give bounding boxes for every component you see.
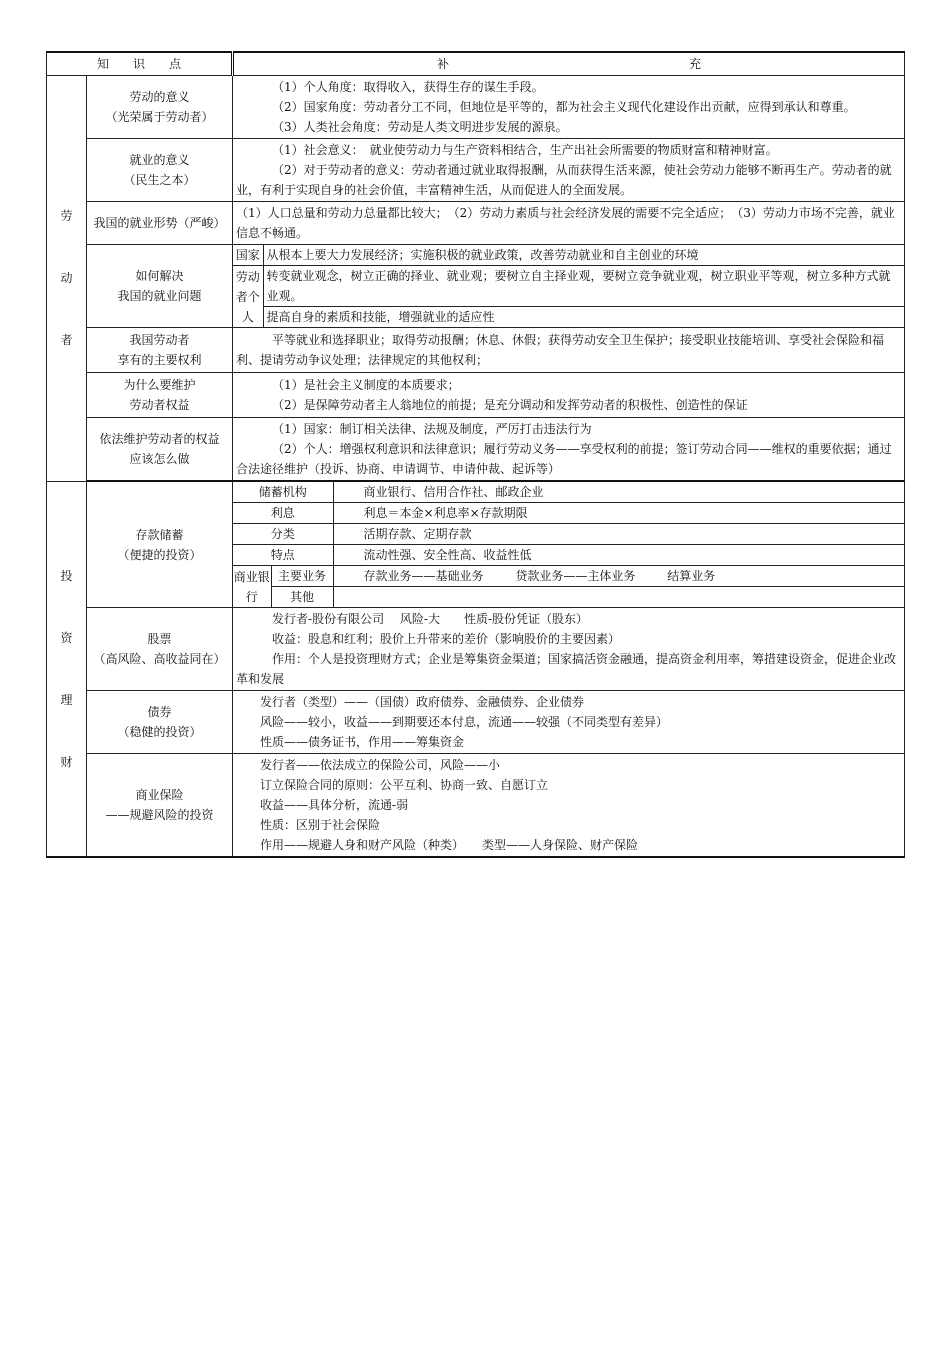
topic-employment-meaning: 就业的意义 （民生之本） (87, 139, 233, 202)
category-labor: 劳 动 者 (47, 76, 87, 482)
solve-worker-text: 转变就业观念，树立正确的择业、就业观；要树立自主择业观，要树立竞争就业观，树立职业平等观，树立多种方式就业观。 (263, 266, 904, 307)
content-how-protect: （1）国家：制订相关法律、法规及制度，严厉打击违法行为 （2）个人：增强权利意识和法律意识；履行劳动义务——享受权利的前提；签订劳动合同——维权的重要依据；通过合法途径维护（投诉、协商、申请调节、申请仲裁、起诉等） (233, 418, 905, 482)
row-worker-rights (47, 328, 905, 373)
content-insurance: 发行者——依法成立的保险公司，风险——小 订立保险合同的原则：公平互利、协商一致、自愿订立 收益——具体分析，流通-弱 性质：区别于社会保险 作用——规避人身和财产风险（种类） 类型——人身保险、财产保险 (233, 754, 905, 858)
knowledge-table (46, 51, 904, 858)
row-savings (47, 481, 905, 608)
who-worker: 劳动者个人 (233, 266, 263, 328)
content-employment-situation: （1）人口总量和劳动力总量都比较大； （2）劳动力素质与社会经济发展的需要不完全适应； （3）劳动力市场不完善，就业信息不畅通。 (233, 202, 905, 245)
bank-label: 商业银行 (233, 566, 271, 608)
row-employment-meaning (47, 139, 905, 202)
content-savings (233, 481, 905, 608)
topic-employment-situation: 我国的就业形势（严峻） (87, 202, 233, 245)
row-employment-situation (47, 202, 905, 245)
bank-business: 存款业务——基础业务 贷款业务——主体业务 结算业务 (333, 566, 904, 587)
solve-skill-text: 提高自身的素质和技能，增强就业的适应性 (263, 307, 904, 328)
header-supplement: 补 充 (233, 52, 905, 76)
content-worker-rights: 平等就业和选择职业；取得劳动报酬；休息、休假；获得劳动安全卫生保护；接受职业技能培训、享受社会保险和福利、提请劳动争议处理；法律规定的其他权利； (233, 328, 905, 373)
bank-key: 其他 (271, 587, 333, 608)
savings-value: 利息＝本金×利息率×存款期限 (333, 503, 904, 524)
header-knowledge-point: 知 识 点 (47, 52, 233, 76)
who-state: 国家 (233, 245, 263, 266)
topic-labor-meaning: 劳动的意义 （光荣属于劳动者） (87, 76, 233, 139)
topic-how-protect: 依法维护劳动者的权益 应该怎么做 (87, 418, 233, 482)
row-solve-employment (47, 245, 905, 328)
topic-why-protect: 为什么要维护 劳动者权益 (87, 373, 233, 418)
row-bond (47, 691, 905, 754)
content-bond: 发行者（类型）——（国债）政府债券、金融债券、企业债券 风险——较小，收益——到期要还本付息，流通——较强（不同类型有差异） 性质——债务证书，作用——筹集资金 (233, 691, 905, 754)
bank-key: 主要业务 (271, 566, 333, 587)
savings-key: 利息 (233, 503, 333, 524)
topic-bond: 债券 （稳健的投资） (87, 691, 233, 754)
savings-key: 特点 (233, 545, 333, 566)
topic-worker-rights: 我国劳动者 享有的主要权利 (87, 328, 233, 373)
header-row (47, 52, 905, 76)
row-stock (47, 608, 905, 691)
bank-other (333, 587, 904, 608)
savings-key: 储蓄机构 (233, 482, 333, 503)
content-employment-meaning: （1）社会意义： 就业使劳动力与生产资料相结合，生产出社会所需要的物质财富和精神财富。 （2）对于劳动者的意义：劳动者通过就业取得报酬，从而获得生活来源，使社会劳动力能够不断再生产。劳动者的就业，有利于实现自身的社会价值，丰富精神生活，从而促进人的全面发展。 (233, 139, 905, 202)
row-why-protect (47, 373, 905, 418)
content-labor-meaning: （1）个人角度：取得收入，获得生存的谋生手段。 （2）国家角度：劳动者分工不同，但地位是平等的，都为社会主义现代化建设作出贡献，应得到承认和尊重。 （3）人类社会角度：劳动是人类文明进步发展的源泉。 (233, 76, 905, 139)
savings-value: 商业银行、信用合作社、邮政企业 (333, 482, 904, 503)
solve-state-text: 从根本上要大力发展经济；实施积极的就业政策，改善劳动就业和自主创业的环境 (263, 245, 904, 266)
savings-value: 流动性强、安全性高、收益性低 (333, 545, 904, 566)
row-how-protect (47, 418, 905, 482)
content-why-protect: （1）是社会主义制度的本质要求； （2）是保障劳动者主人翁地位的前提；是充分调动和发挥劳动者的积极性、创造性的保证 (233, 373, 905, 418)
row-labor-meaning (47, 76, 905, 139)
row-insurance (47, 754, 905, 858)
content-solve-employment (233, 245, 905, 328)
topic-insurance: 商业保险 ——规避风险的投资 (87, 754, 233, 858)
topic-savings: 存款储蓄 （便捷的投资） (87, 481, 233, 608)
category-investment: 投 资 理 财 (47, 481, 87, 857)
savings-value: 活期存款、定期存款 (333, 524, 904, 545)
content-stock: 发行者-股份有限公司 风险-大 性质-股份凭证（股东） 收益：股息和红利；股价上升带来的差价（影响股价的主要因素） 作用：个人是投资理财方式；企业是筹集资金渠道；国家搞活资金融通，提高资金利用率，筹措建设资金，促进企业改革和发展 (233, 608, 905, 691)
topic-solve-employment: 如何解决 我国的就业问题 (87, 245, 233, 328)
topic-stock: 股票 （高风险、高收益同在） (87, 608, 233, 691)
savings-key: 分类 (233, 524, 333, 545)
